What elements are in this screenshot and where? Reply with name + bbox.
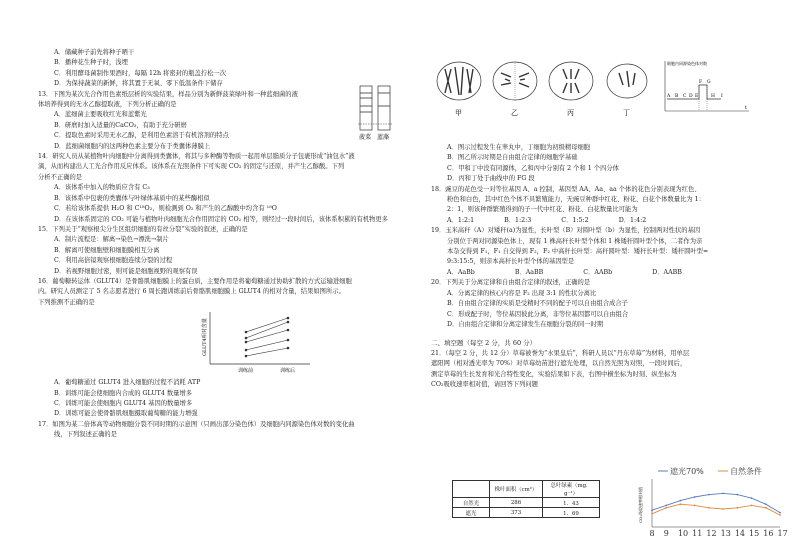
q13-stem-line1: 13．下图为某次光合作用色素纸层析的实验结果，样品分别为新鲜菠菜绿叶和一种蓝细菌的液 xyxy=(38,90,298,98)
co2-legend-label: 遮光70% xyxy=(670,467,704,476)
q19-option-c: C．AABb xyxy=(583,268,613,276)
label-yi: 乙 xyxy=(511,109,518,117)
q19-stem-line3: 本杂交得到 F₁，F₁ 自交得到 F₂，F₂ 中高秆长叶型：高秆圆叶型：矮秆长叶型：矮秆圆叶型= xyxy=(447,248,709,256)
cell-yi xyxy=(493,62,537,100)
question-14 xyxy=(38,152,390,225)
co2-point xyxy=(651,509,653,511)
curve-point-d: D xyxy=(689,94,693,99)
label-ding: 丁 xyxy=(623,109,630,117)
q17-option-d: D．丙和丁处于曲线中的 FG 段 xyxy=(447,175,535,183)
q18-option-d: D．1:4:2 xyxy=(618,216,647,224)
co2-series xyxy=(651,493,781,516)
q15-option-b: B．解离可使细胞壁和细胞膜相互分离 xyxy=(54,246,160,254)
table-cell: 373 xyxy=(490,508,543,518)
co2-point xyxy=(765,503,767,505)
cell-ding-chromosomes xyxy=(619,71,635,87)
glut4-subject-4 xyxy=(246,340,288,350)
spinach-label: 菠菜 xyxy=(359,133,372,141)
table-cell: 286 xyxy=(490,498,543,508)
left-column xyxy=(38,48,390,441)
co2-point xyxy=(665,505,667,507)
q13-stem-line2: 体培养得到的无水乙醇提取液，下列分析正确的是 xyxy=(38,101,177,109)
q17-option-b: B．图乙所示时期是自由组合定律的细胞学基础 xyxy=(447,154,578,162)
q14-stem-line3: 分析不正确的是 xyxy=(38,173,83,181)
q13-option-b: B．研磨时加入适量的CaCO₃，有助于充分研磨 xyxy=(54,121,187,129)
co2-point xyxy=(722,493,724,495)
chromatography-figure xyxy=(356,84,396,144)
cyanobacteria-strip xyxy=(378,86,390,130)
co2-series-line-2 xyxy=(652,504,780,515)
q15-option-d: D．若视野细胞过密，则可能是细胞视野的观察有误 xyxy=(54,267,198,275)
q21-stem-line3: 测定草莓的生长发育和光合特性变化，实验结果如下表，右图中横坐标为时刻、纵坐标为 xyxy=(431,370,677,378)
q12-option-c: C．利用酵母菌制作果酒时，每隔 12h 将密封的瓶盖拧松一次 xyxy=(54,69,227,77)
curve-point-g: G xyxy=(707,80,711,85)
cell-ding-outline xyxy=(607,64,647,98)
q14-stem-line1: 14．研究人员从某植物叶肉细胞中分离得到类囊体，将其与多种酶等物质一起用单层脂质分子包裹形成“油包水”液 xyxy=(38,153,355,161)
curve-x-label: t xyxy=(745,105,748,111)
curve-y-label: 细胞内同源染色体对数 xyxy=(667,61,707,66)
glut4-x-label-after: 训练后 xyxy=(280,368,296,375)
q12-options xyxy=(38,48,390,90)
question-16 xyxy=(38,277,390,420)
co2-point xyxy=(779,512,781,514)
glut4-x-label-before: 训练前 xyxy=(238,368,254,375)
q21-stem-line2: 遮阳网（相对透光率为 70%）对草莓幼苗进行遮光处理，以自然光照为对照，一段时间后， xyxy=(431,360,687,368)
cell-division-figure xyxy=(431,55,769,143)
q16-stem-line3: 下列推测不正确的是 xyxy=(38,298,95,306)
q16-option-c: C．训练可能会使细胞内 GLUT4 基因的数量增多 xyxy=(54,399,193,407)
co2-chart-ylabel: CO₂吸收速率相对值 xyxy=(638,487,643,523)
q14-option-c: C．若给该体系提供 H₂O 和 C¹⁸O₂，则检测到 O₂ 和产生的乙醇酸中均含有 ¹⁸O xyxy=(54,205,277,213)
curve-point-f: F xyxy=(699,80,703,85)
q16-option-b: B．训练可能会使细胞内合成的 GLUT4 数量增多 xyxy=(54,389,193,397)
co2-point xyxy=(779,514,781,516)
label-bing: 丙 xyxy=(567,109,574,117)
table-cell: 自然光 xyxy=(453,498,490,508)
curve-point-e: E xyxy=(695,94,699,99)
strawberry-table xyxy=(452,480,600,518)
q15-stem: 15．下列关于“观察根尖分生区组织细胞的有丝分裂”实验的叙述，正确的是 xyxy=(38,225,248,233)
q13-option-d: D．蓝细菌细胞内的这两种色素主要分布于类囊体薄膜上 xyxy=(54,142,211,150)
glut4-point xyxy=(287,321,290,324)
cell-jia xyxy=(437,62,481,100)
co2-point xyxy=(680,503,682,505)
section-2-title: 二、填空题（每空 2 分，共 60 分） xyxy=(431,339,537,348)
cyanobacteria-label: 蓝藻 xyxy=(377,133,390,141)
co2-point xyxy=(751,505,753,507)
q16-stem-line2: 内。研究人员测定了 5 名志愿者进行 6 周长跑训练前后骨骼肌细胞膜上 GLUT4 的相对含量，结果如图所示。 xyxy=(38,288,345,296)
cell-bing-chromosomes xyxy=(563,69,579,93)
q21-stem-line1: 21．（每空 2 分，共 12 分）草莓被誉为“水果皇后”，科研人员以“丹东草莓”为材料，用单层 xyxy=(431,349,690,357)
co2-point xyxy=(751,497,753,499)
co2-x-tick-label: 13 xyxy=(720,529,731,538)
q13-option-a: A．蓝细菌主要吸收红光和蓝紫光 xyxy=(54,111,147,119)
glut4-y-label: GLUT4相对含量 xyxy=(202,318,208,357)
q18-option-a: A．1:2:1 xyxy=(447,216,475,224)
co2-axes xyxy=(652,479,780,527)
q18-option-b: B．1:2:3 xyxy=(504,216,532,224)
curve-point-a: A xyxy=(667,94,671,99)
curve-point-i: I xyxy=(721,94,723,99)
label-jia: 甲 xyxy=(455,109,462,117)
co2-point xyxy=(736,494,738,496)
q19-stem-line4: 9:3:15:5，则亲本高秆长叶型个体的基因型是 xyxy=(447,258,575,266)
q18-stem-line1: 18．豌豆的花色受一对等位基因 A、a 控制，基因型 AA、Aa、aa 个体的花色分别表现为红色、 xyxy=(431,185,701,193)
glut4-point xyxy=(245,349,248,352)
question-18 xyxy=(431,185,769,227)
table-header-leaf-area: 株叶面积（cm²） xyxy=(490,481,543,498)
glut4-point xyxy=(245,355,248,358)
q20-option-b: B．自由组合定律的实质是受精时不同的配子可以自由组合成合子 xyxy=(447,300,628,308)
question-19 xyxy=(431,226,769,278)
q17-stem-line2: 线，下列叙述正确的是 xyxy=(54,431,117,439)
co2-uptake-chart xyxy=(636,465,786,541)
co2-legend-label: 自然条件 xyxy=(730,467,762,476)
curve-point-h: H xyxy=(711,94,715,99)
glut4-point xyxy=(245,331,248,334)
co2-x-tick-label: 11 xyxy=(692,529,703,538)
q20-stem: 20．下列关于分离定律和自由组合定律的叙述，正确的是 xyxy=(431,279,591,287)
right-column xyxy=(431,55,769,390)
glut4-point xyxy=(287,329,290,332)
co2-x-ticks xyxy=(650,529,788,538)
co2-x-tick-label: 17 xyxy=(777,529,788,538)
cell-bing xyxy=(549,62,593,100)
table-row xyxy=(453,508,600,518)
co2-x-tick-label: 9 xyxy=(663,529,669,538)
glut4-subject-1 xyxy=(246,330,288,342)
q18-option-c: C．1:5:2 xyxy=(561,216,589,224)
glut4-subject-5 xyxy=(246,348,288,356)
co2-x-tick-label: 8 xyxy=(649,529,655,538)
q17-option-a: A．图示过程发生在睾丸中，丁细胞为初级精母细胞 xyxy=(447,144,591,151)
question-13 xyxy=(38,90,390,152)
co2-point xyxy=(722,508,724,510)
glut4-point xyxy=(245,337,248,340)
glut4-point xyxy=(245,341,248,344)
q13-option-c: C．提取色素时采用无水乙醇，是利用色素溶于有机溶剂的特点 xyxy=(54,132,229,140)
glut4-point xyxy=(287,317,290,320)
q19-options xyxy=(431,268,769,278)
glut4-point xyxy=(287,339,290,342)
q19-option-b: B．AaBB xyxy=(514,268,544,276)
q19-option-d: D．AABB xyxy=(652,268,682,276)
q15-option-c: C．利用高倍镜观察根细胞连续分裂的过程 xyxy=(54,257,173,265)
q12-option-a: A．储藏种子前先将种子晒干 xyxy=(54,49,135,56)
q17-option-c: C．甲和丁中没有同源体，乙和丙中分别有 2 个和 1 个四分体 xyxy=(447,164,619,172)
q20-option-d: D．自由组合定律和分离定律发生在细胞分裂的同一时期 xyxy=(447,320,604,328)
glut4-point xyxy=(287,347,290,350)
glut4-chart xyxy=(38,308,390,378)
q15-option-a: A．制片流程是：解离→染色→漂洗→制片 xyxy=(54,236,169,244)
q18-stem-line3: 2：1，则该种群繁殖得到的子一代中红花、粉花、白花数量比可能为 xyxy=(447,206,638,214)
co2-point xyxy=(680,500,682,502)
co2-point xyxy=(694,505,696,507)
q16-stem-line1: 16．葡萄糖转运体（GLUT4）是骨骼肌细胞膜上的蛋白质，主要作用是将葡萄糖通过协助扩散的方式运输进细胞 xyxy=(38,277,352,285)
q18-stem-line2: 粉色和白色，其中红色个体不具繁殖能力，无豌豆种群中红花、粉花、白花个体数量比为 1： xyxy=(447,196,705,204)
q12-option-d: D．为保持蔬菜的新鲜，将其置于无氧、零下低温条件下储存 xyxy=(54,80,223,88)
co2-x-tick-label: 12 xyxy=(706,529,717,538)
q14-option-d: D．在该体系固定的 CO₂ 可能与植物叶肉细胞光合作用固定的 CO₂ 相等，则经过一段时间后，该体系积累的有机物更多 xyxy=(54,215,389,223)
q19-stem-line2: 分别位于两对同源染色体上，现有 1 株高秆长叶型个体和 1 株矮秆圆叶型个体，二者作为亲 xyxy=(447,237,703,245)
cell-bing-outline xyxy=(549,62,593,100)
q19-stem-line1: 19．玉米高秆（A）对矮秆(a)为显性，长叶型（B）对圆叶型（b）为显性，控制两对性状的基因 xyxy=(431,227,701,235)
co2-point xyxy=(708,507,710,509)
table-cell: 遮光 xyxy=(453,508,490,518)
cell-ding xyxy=(607,64,647,98)
table-cell: 1．69 xyxy=(543,508,600,518)
co2-point xyxy=(765,507,767,509)
q17-options xyxy=(431,143,769,185)
co2-point xyxy=(736,507,738,509)
q21-stem-line4: CO₂吸收速率相对值，请回答下列问题 xyxy=(431,380,538,388)
q16-option-a: A．葡萄糖通过 GLUT4 进入细胞的过程不消耗 ATP xyxy=(54,379,201,387)
q20-option-c: C．形成配子时，等位基因彼此分离，非等位基因都可以自由组合 xyxy=(447,310,629,318)
q20-option-a: A．分离定律的核心内容是 F₂ 出现 3:1 的性状分离比 xyxy=(447,289,597,297)
co2-series-line-1 xyxy=(652,493,780,512)
q16-option-d: D．训练可能会使骨骼肌细胞摄取葡萄糖的能力增强 xyxy=(54,410,198,418)
question-17 xyxy=(38,420,390,441)
q14-option-b: B．该体系中包裹的类囊体与叶绿体基质中的某些酶相似 xyxy=(54,194,210,202)
q17-stem-line1: 17．如图为某二倍体高等动物细胞分裂不同时期的示意图（只画出部分染色体）及细胞内同源染色体对数的变化曲 xyxy=(38,420,355,428)
question-20 xyxy=(431,278,769,330)
co2-point xyxy=(708,494,710,496)
q18-options xyxy=(431,216,769,226)
cell-jia-chromosomes xyxy=(445,67,473,95)
curve-point-c: C xyxy=(683,94,687,99)
co2-x-tick-label: 16 xyxy=(763,529,774,538)
question-21 xyxy=(431,349,769,391)
co2-point xyxy=(651,513,653,515)
co2-x-tick-label: 14 xyxy=(734,529,746,538)
q14-stem-line2: 滴，从而构建出人工光合作用反应体系。该体系在光照条件下可实现 CO₂ 的固定与还原，并产生乙醇酸。下列 xyxy=(38,163,345,171)
curve-point-b: B xyxy=(675,94,679,99)
homologous-pairs-curve xyxy=(665,60,749,111)
q12-option-b: B．播种花生种子时，浅埋 xyxy=(54,59,128,67)
table-header-empty xyxy=(453,481,490,498)
table-cell: 1．43 xyxy=(543,498,600,508)
co2-point xyxy=(665,507,667,509)
q19-option-a: A．AaBb xyxy=(447,268,475,276)
table-header-row xyxy=(453,481,600,498)
co2-x-tick-label: 15 xyxy=(749,529,760,538)
question-15 xyxy=(38,225,390,277)
table-row xyxy=(453,498,600,508)
co2-point xyxy=(694,496,696,498)
table-header-chlorophyll: 总叶绿素（mg．g⁻¹） xyxy=(543,481,600,498)
spinach-strip xyxy=(360,86,372,130)
co2-x-tick-label: 10 xyxy=(677,529,689,538)
co2-legend xyxy=(658,466,762,476)
q14-option-a: A．该体系中加入的物质应含有 C₃ xyxy=(54,184,150,192)
glut4-lines xyxy=(245,317,290,358)
